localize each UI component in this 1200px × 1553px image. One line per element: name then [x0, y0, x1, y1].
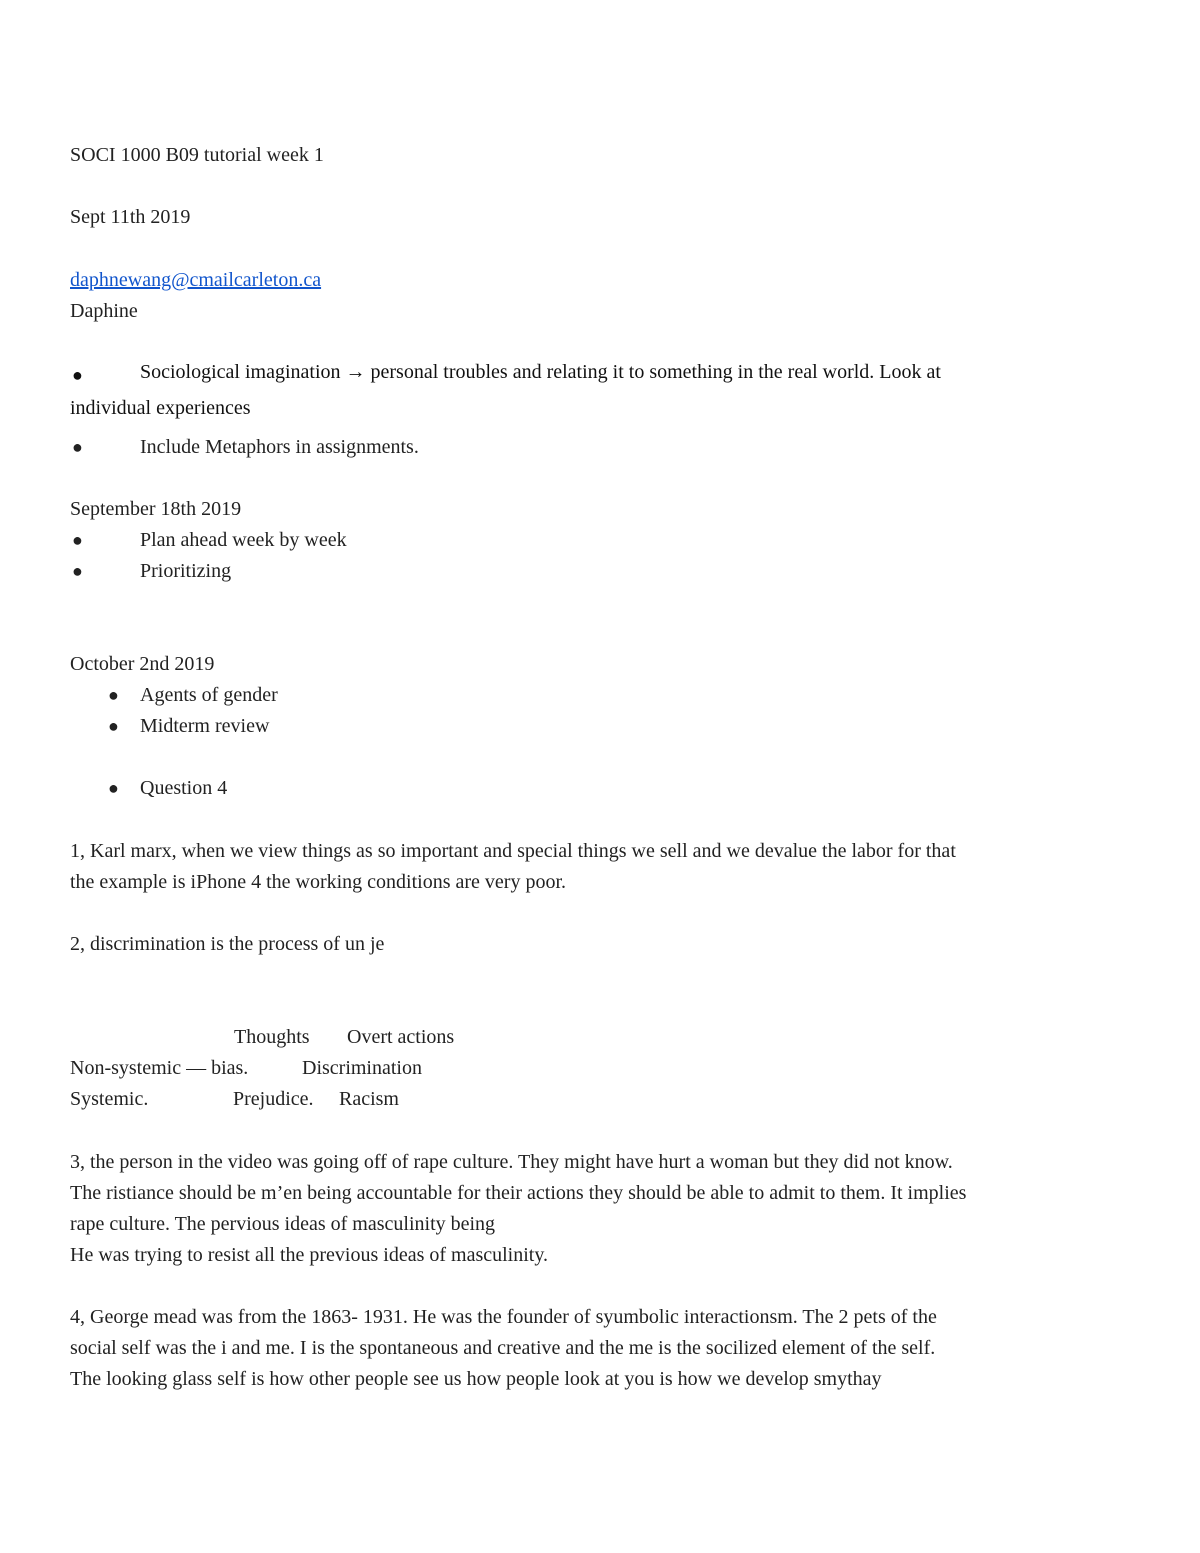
bullet-icon: ● [108, 716, 119, 736]
bullet-icon: ● [72, 437, 83, 457]
bullet-text: Sociological imagination → personal troubles and relating it to something in the real world. Look at [140, 361, 941, 383]
bullet-icon: ● [72, 365, 83, 385]
bullet-text-continued: individual experiences [70, 397, 251, 419]
date-sept-11: Sept 11th 2019 [70, 206, 191, 228]
bullet-text: Plan ahead week by week [140, 529, 347, 551]
bullet-text: Prioritizing [140, 560, 232, 582]
date-oct-2: October 2nd 2019 [70, 653, 215, 675]
table-header-overt-actions: Overt actions [347, 1026, 455, 1048]
list-item [0, 357, 1200, 429]
table-cell-prejudice: Prejudice. [233, 1088, 314, 1110]
date-sept-18: September 18th 2019 [70, 498, 242, 520]
email-link[interactable]: daphnewang@cmailcarleton.ca [70, 269, 322, 291]
answer-3-line: The ristiance should be m’en being accountable for their actions they should be able to admit to them. It implies [70, 1182, 967, 1204]
answer-4-line: social self was the i and me. I is the spontaneous and creative and the me is the socilized element of the self. [70, 1337, 936, 1359]
bullet-text: Midterm review [140, 715, 270, 737]
table-cell-discrimination: Discrimination [302, 1057, 422, 1079]
table-row-systemic-label: Systemic. [70, 1088, 149, 1110]
bullet-icon: ● [72, 530, 83, 550]
answer-2-line: 2, discrimination is the process of un je [70, 933, 385, 955]
answer-3-line: 3, the person in the video was going off of rape culture. They might have hurt a woman but they did not know. [70, 1151, 953, 1173]
table-header-thoughts: Thoughts [234, 1026, 310, 1048]
table-cell-racism: Racism [339, 1088, 399, 1110]
answer-1-line: 1, Karl marx, when we view things as so important and special things we sell and we devalue the labor for that [70, 840, 956, 862]
answer-4-line: The looking glass self is how other people see us how people look at you is how we develop smythay [70, 1368, 882, 1390]
answer-4-line: 4, George mead was from the 1863- 1931. He was the founder of syumbolic interactionsm. The 2 pets of the [70, 1306, 937, 1328]
answer-3-line: rape culture. The pervious ideas of masculinity being [70, 1213, 496, 1235]
bullet-icon: ● [108, 685, 119, 705]
bullet-text: Question 4 [140, 777, 228, 799]
table-row-non-systemic-label: Non-systemic — bias. [70, 1057, 249, 1079]
bullet-icon: ● [72, 561, 83, 581]
bullet-text: Include Metaphors in assignments. [140, 436, 419, 458]
bullet-text: Agents of gender [140, 684, 278, 706]
course-title: SOCI 1000 B09 tutorial week 1 [70, 144, 324, 166]
answer-1-line: the example is iPhone 4 the working conditions are very poor. [70, 871, 567, 893]
author-name: Daphine [70, 300, 138, 322]
bullet-icon: ● [108, 778, 119, 798]
answer-3-line: He was trying to resist all the previous ideas of masculinity. [70, 1244, 549, 1266]
